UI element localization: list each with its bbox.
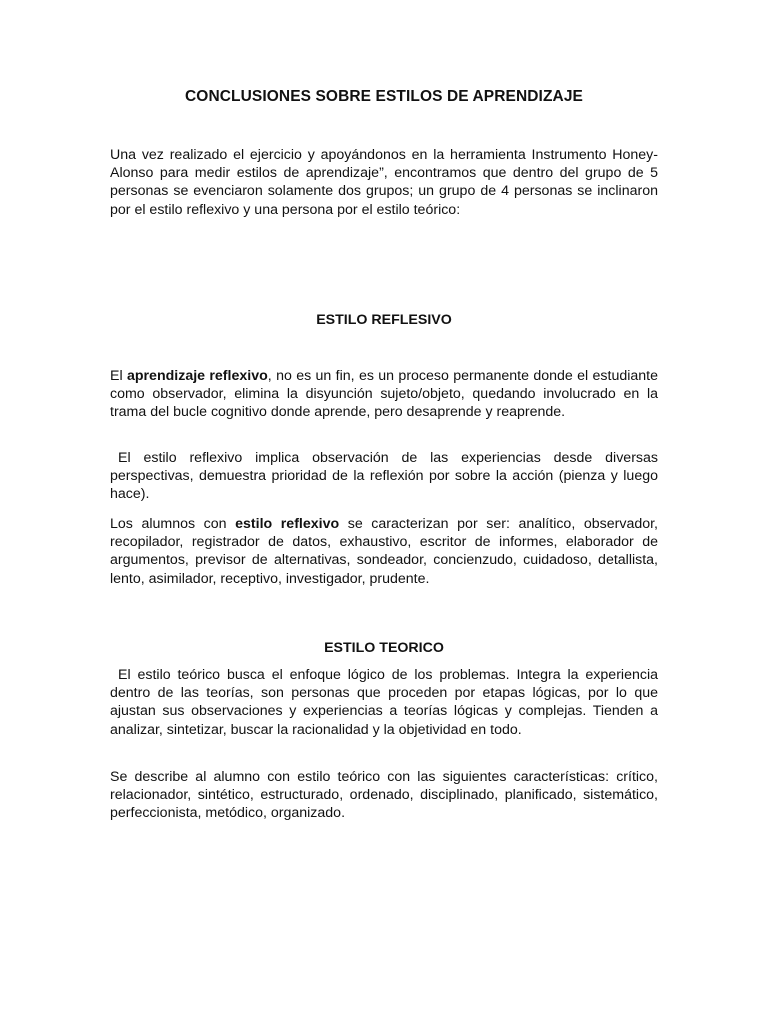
reflexivo-paragraph-3 [110,515,658,588]
document-title: CONCLUSIONES SOBRE ESTILOS DE APRENDIZAJE [185,88,583,105]
reflexivo-paragraph-2: El estilo reflexivo implica observación de las experiencias desde diversas perspectivas, demuestra prioridad de la reflexión por sobre la acción (pienza y luego hace). [110,450,658,503]
teorico-paragraph-1: El estilo teórico busca el enfoque lógico de los problemas. Integra la experiencia dentro de las teorías, son personas que proceden por etapas lógicas, por lo que ajustan sus observaciones y experiencias a teorías lógicas y complejas. Tienden a analizar, sintetizar, buscar la racionalidad y la objetividad en todo. [110,667,658,738]
reflexivo-p1-bold: aprendizaje reflexivo [126,368,268,384]
reflexivo-p3-bold: estilo reflexivo [235,516,340,532]
heading-estilo-teorico: ESTILO TEORICO [324,640,444,656]
reflexivo-p3-prefix: Los alumnos con [110,516,236,532]
heading-estilo-reflexivo: ESTILO REFLESIVO [316,312,452,328]
teorico-paragraph-2: Se describe al alumno con estilo teórico con las siguientes características: crítico, relacionador, sintético, estructurado, ordenado, disciplinado, planificado, sistemático, perfeccionista, metódico, organizado. [110,769,658,822]
reflexivo-p1-prefix: El [110,368,127,384]
reflexivo-p1-rest: , no es un fin, es un proceso permanente donde el estudiante como observador, elimina la disyunción sujeto/objeto, quedando involucrado en la trama del bucle cognitivo donde aprende, pero desaprende y reaprende. [110,368,659,421]
reflexivo-p3-rest: se caracterizan por ser: analítico, observador, recopilador, registrador de datos, exhaustivo, escritor de informes, elaborador de argumentos, previsor de alternativas, sondeador, concienzudo, cuidadoso, detallista, lento, asimilador, receptivo, investigador, prudente. [110,516,658,587]
intro-paragraph: Una vez realizado el ejercicio y apoyándonos en la herramienta Instrumento Honey-Alonso para medir estilos de aprendizaje”, encontramos que dentro del grupo de 5 personas se evenciaron solamente dos grupos; un grupo de 4 personas se inclinaron por el estilo reflexivo y una persona por el estilo teórico: [110,147,658,218]
reflexivo-paragraph-1 [110,367,658,422]
